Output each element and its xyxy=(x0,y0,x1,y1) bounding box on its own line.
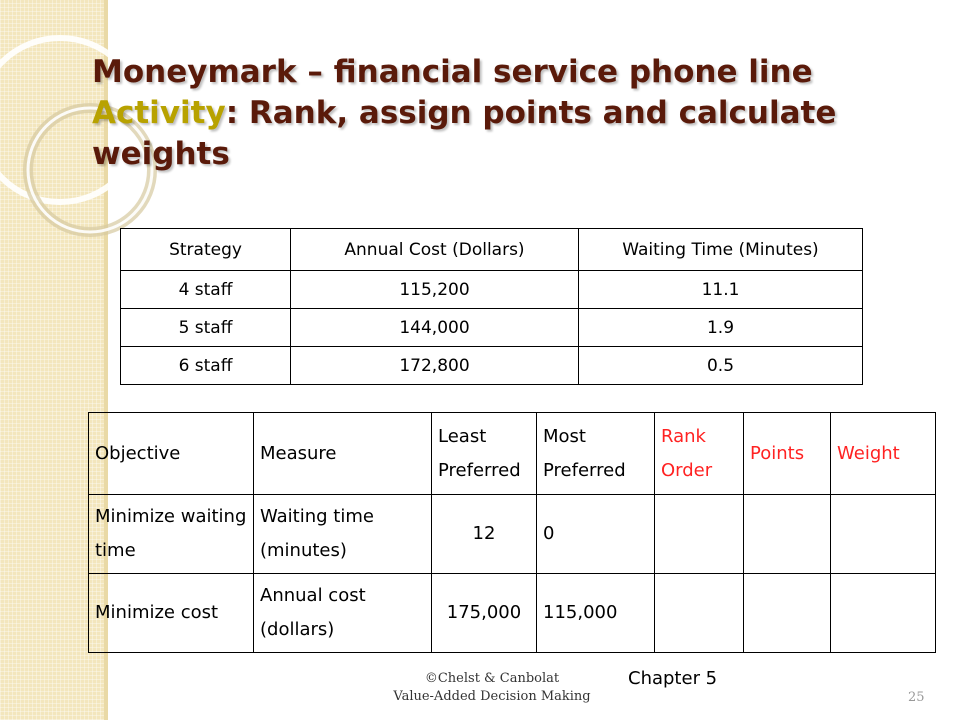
table-cell: Waiting time (minutes) xyxy=(254,495,432,574)
table-cell: 4 staff xyxy=(121,271,291,309)
table-cell: 12 xyxy=(432,495,537,574)
table-cell: 115,000 xyxy=(537,574,655,653)
strategy-table xyxy=(120,228,863,385)
table-cell: 11.1 xyxy=(579,271,863,309)
slide-title xyxy=(92,52,942,175)
table-cell: 5 staff xyxy=(121,309,291,347)
header-cell-highlight: Points xyxy=(744,413,831,495)
header-cell: Objective xyxy=(89,413,254,495)
credit-authors: ©Chelst & Canbolat xyxy=(424,671,560,686)
table-cell-empty[interactable] xyxy=(744,574,831,653)
page-number: 25 xyxy=(908,690,925,705)
table-cell: 1.9 xyxy=(579,309,863,347)
table-cell: Annual cost (dollars) xyxy=(254,574,432,653)
header-cell: Strategy xyxy=(121,229,291,271)
table-cell-empty[interactable] xyxy=(831,495,936,574)
title-line-2-rest: : Rank, assign points and calculate weights xyxy=(92,95,837,172)
objective-table xyxy=(88,412,936,653)
header-cell: Annual Cost (Dollars) xyxy=(291,229,579,271)
table-row xyxy=(121,347,863,385)
table-cell: 172,800 xyxy=(291,347,579,385)
table-cell: 115,200 xyxy=(291,271,579,309)
table-row xyxy=(121,309,863,347)
table-cell: 144,000 xyxy=(291,309,579,347)
header-cell-highlight: Rank Order xyxy=(655,413,744,495)
table-cell-empty[interactable] xyxy=(744,495,831,574)
table-row xyxy=(89,574,936,653)
header-cell: Measure xyxy=(254,413,432,495)
table-cell-empty[interactable] xyxy=(655,574,744,653)
table-header-row xyxy=(121,229,863,271)
table-header-row xyxy=(89,413,936,495)
header-cell: Most Preferred xyxy=(537,413,655,495)
table-cell: Minimize cost xyxy=(89,574,254,653)
table-row xyxy=(89,495,936,574)
header-cell: Waiting Time (Minutes) xyxy=(579,229,863,271)
table-cell: 175,000 xyxy=(432,574,537,653)
title-line-2 xyxy=(92,93,942,175)
credit-book-title: Value-Added Decision Making xyxy=(393,689,591,704)
table-cell-empty[interactable] xyxy=(655,495,744,574)
title-accent-word: Activity xyxy=(92,95,226,131)
footer-chapter: Chapter 5 xyxy=(628,668,718,689)
header-cell: Least Preferred xyxy=(432,413,537,495)
table-cell: 6 staff xyxy=(121,347,291,385)
table-cell: 0 xyxy=(537,495,655,574)
table-row xyxy=(121,271,863,309)
header-cell-highlight: Weight xyxy=(831,413,936,495)
table-cell-empty[interactable] xyxy=(831,574,936,653)
footer-credit xyxy=(372,670,612,706)
table-cell: Minimize waiting time xyxy=(89,495,254,574)
title-line-1: Moneymark – financial service phone line xyxy=(92,54,813,90)
table-cell: 0.5 xyxy=(579,347,863,385)
